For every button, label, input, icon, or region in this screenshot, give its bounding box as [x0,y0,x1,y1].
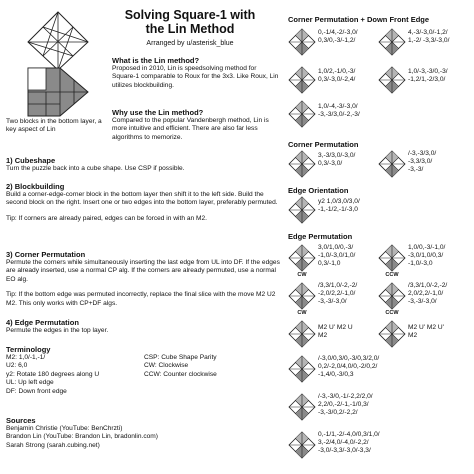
alg-text: y2 1,0/3,0/3,0/ -1,-1/2,-1/-3,0 [318,198,360,213]
sq1-case-icon [378,244,406,272]
sq1-case-icon [288,66,316,94]
term-item: U2: 6,0 [6,362,28,370]
ccw-label: CCW [385,310,399,316]
step3-section [6,250,280,308]
square1-top-face-diagram [26,10,90,72]
what-text: Proposed in 2010, Lin is speedsolving method for Square-1 comparable to Roux for the 3x3. Like Roux, Lin utilizes blockbuilding. [112,65,279,89]
page-title: Solving Square-1 with the Lin Method [124,8,256,36]
sq1-case-icon [288,393,316,421]
source-item: Sarah Strong (sarah.cubing.net) [6,441,100,449]
alg-text: 1,0/0,-3/-1,0/ -3,0/1,0/0,3/ -1,0/-3,0 [408,244,446,267]
case-diagram [288,282,316,316]
alg-text: /3,3/1,0/-2,-2/ -2,0/2,2/-1,0/ -3,-3/-3,0/ [318,282,358,305]
terminology-right-list [144,354,217,396]
ccw-label: CCW [385,272,399,278]
term-item: CW: Clockwise [144,362,189,370]
term-item: CSP: Cube Shape Parity [144,354,217,361]
alg-text: M2 U' M2 U M2 [318,324,353,339]
why-heading: Why use the Lin method? [112,108,204,117]
sources-section [6,416,280,450]
case-diagram [288,28,316,56]
eo-heading: Edge Orientation [288,186,349,195]
source-item: Brandon Lin (YouTube: Brandon Lin, bradonlin.com) [6,433,158,441]
case-diagram [378,244,406,278]
term-item: y2: Rotate 180 degrees along U [6,370,100,378]
sq1-case-icon [288,355,316,383]
step1-heading: 1) Cubeshape [6,156,56,165]
step4-section [6,318,280,335]
alg-text: /3,3/1,0/-2,-2/ 2,0/2,2/-1,0/ -3,-3/-3,0/ [408,282,448,305]
case-diagram [378,282,406,316]
terminology-heading: Terminology [6,345,51,354]
alg-text: /-3,0/0,3/0,-3/0,3/2,0/ 0,2/-2,0/4,0/0,-2/0,2/ -1,4/0,-3/0,3 [318,355,380,378]
case-diagram [288,355,316,383]
step3-heading: 3) Corner Permutation [6,250,86,259]
term-item: DF: Down front edge [6,387,67,395]
cw-label: CW [297,310,307,316]
alg-text: /-3,-3/0,-1/-2,2/2,0/ 2,2/0,-2/-1,-1/0,3/ -3,-3/0,2/-2,2/ [318,393,373,416]
byline: Arranged by u/asterisk_blue [146,40,234,47]
sq1-case-icon [288,431,316,459]
step2-text: Build a corner-edge-corner block in the bottom layer then shift it to the left side. Build the second block on the right. Insert one or two edges into the bottom layer, preferably permuted. [6,191,278,207]
step4-text: Permute the edges in the top layer. [6,327,109,334]
term-item: UL: Up left edge [6,379,54,387]
case-diagram [288,196,316,224]
sq1-case-icon [378,282,406,310]
case-diagram [288,66,316,94]
step2-section [6,182,280,223]
term-item: CCW: Counter clockwise [144,370,217,378]
step4-heading: 4) Edge Permutation [6,318,79,327]
source-item: Benjamin Christie (YouTube: BenChrzti) [6,425,123,432]
alg-text: 3,0/1,0/0,-3/ -1,0/-3,0/1,0/ 0,3/-1,0 [318,244,356,267]
cp-heading: Corner Permutation [288,140,359,149]
case-diagram [288,393,316,421]
step2-heading: 2) Blockbuilding [6,182,65,191]
sq1-case-icon [288,282,316,310]
case-diagram [288,244,316,278]
alg-text: 3,-3/3,0/-3,0/ 0,3/-3,0/ [318,152,356,167]
alg-text: M2 U' M2 U' M2 [408,324,444,339]
step3-text: Permute the corners while simultaneously inserting the last edge from UL into DF. If the edges are already inserted, use a normal CP alg. If the corners are already permuted, use a normal EO alg. [6,259,280,283]
square1-bottom-face-diagram [26,66,90,118]
alg-text: 1,0/2,-1/0,-3/ 0,3/-3,0/-2,4/ [318,68,356,83]
step3-tip: Tip: If the bottom edge was permuted incorrectly, replace the final slice with the move M2 U2 M2. This only works with CP+DF algs. [6,291,276,307]
alg-text: 1,0/-4,-3/-3,0/ -3,-3/3,0/-2,-3/ [318,103,360,118]
term-item: M2: 1,0/-1,-1/ [6,354,46,361]
alg-text: 0,-1/4,-2/-3,0/ 0,3/0,-3/-1,2/ [318,29,358,44]
sq1-case-icon [378,28,406,56]
step1-text: Turn the puzzle back into a cube shape. Use CSP if possible. [6,165,185,172]
sq1-case-icon [288,100,316,128]
what-section [112,56,280,90]
sq1-case-icon [378,66,406,94]
alg-text: 1,0/-3,-3/0,-3/ -1,2/1,-2/3,0/ [408,68,448,83]
case-diagram [378,66,406,94]
alg-text: 4,-3/-3,0/-1,2/ 1,-2/ -3,3/-3,0/ [408,29,450,44]
sq1-case-icon [288,150,316,178]
ep-heading: Edge Permutation [288,232,353,241]
alg-text: /-3,-3/3,0/ -3,3/3,0/ -3,-3/ [408,150,437,173]
why-text: Compared to the popular Vandenbergh method, Lin is more intuitive and efficient. There are also far less algorithms to memorize. [112,117,269,141]
sq1-case-icon [288,244,316,272]
sq1-case-icon [378,320,406,348]
sq1-case-icon [378,150,406,178]
case-diagram [378,150,406,178]
alg-text: 0,-1/1,-2/-4,0/0,3/1,0/ 3,-2/4,0/-4,0/-2,2/ -3,0/-3,3/-3,0/-3,3/ [318,431,380,454]
case-diagram [288,100,316,128]
step2-tip: Tip: If corners are already paired, edges can be forced in with an M2. [6,214,207,222]
sources-heading: Sources [6,416,36,425]
terminology-left-list [6,354,144,396]
case-diagram [288,150,316,178]
sq1-case-icon [288,320,316,348]
why-section [112,108,280,142]
case-diagram [288,320,316,348]
diagram-caption: Two blocks in the bottom layer, a key aspect of Lin [6,118,102,134]
cw-label: CW [297,272,307,278]
cp-df-heading: Corner Permutation + Down Front Edge [288,15,430,24]
case-diagram [288,431,316,459]
case-diagram [378,28,406,56]
case-diagram [378,320,406,348]
sq1-case-icon [288,28,316,56]
step1-section [6,156,278,173]
terminology-section [6,345,280,396]
what-heading: What is the Lin method? [112,56,200,65]
sq1-case-icon [288,196,316,224]
